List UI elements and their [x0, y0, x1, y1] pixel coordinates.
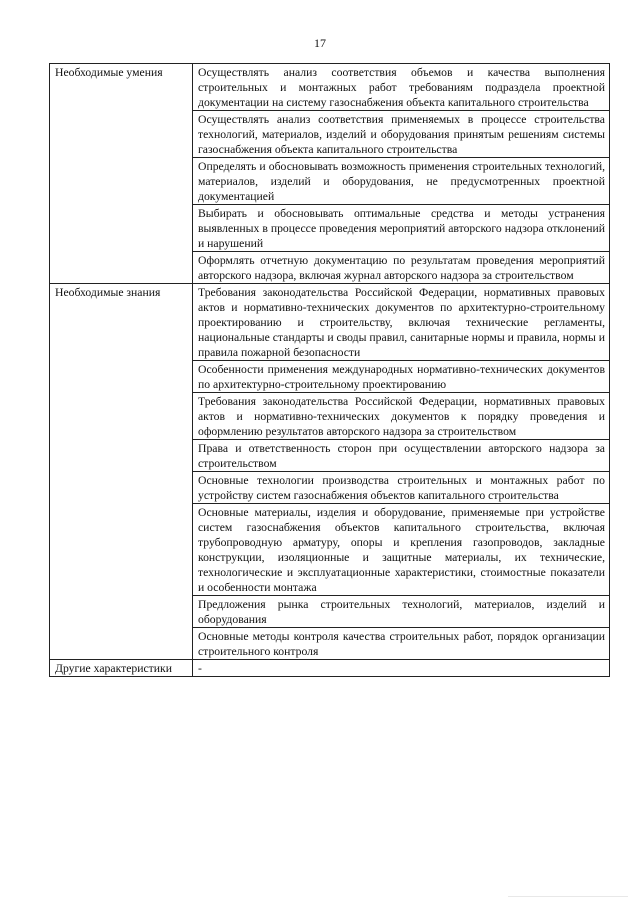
- section-label-other: Другие характеристики: [50, 660, 193, 677]
- section-label-knowledge: Необходимые знания: [50, 284, 193, 660]
- skill-item: Выбирать и обосновывать оптимальные средства и методы устранения выявленных в процессе проведения мероприятий авторского надзора отклонений и нарушений: [193, 205, 610, 252]
- skill-item: Осуществлять анализ соответствия применяемых в процессе строительства технологий, материалов, изделий и оборудования принятым решениям системы газоснабжения объекта капитального строительства: [193, 111, 610, 158]
- skill-item: Оформлять отчетную документацию по результатам проведения мероприятий авторского надзора, включая журнал авторского надзора за строительством: [193, 252, 610, 284]
- qualification-table: [49, 63, 610, 677]
- table-row: [50, 284, 610, 361]
- skill-item: Осуществлять анализ соответствия объемов и качества выполнения строительных и монтажных работ требованиям подраздела проектной документации на систему газоснабжения объекта капитального строительства: [193, 64, 610, 111]
- skill-item: Определять и обосновывать возможность применения строительных технологий, материалов, изделий и оборудования, не предусмотренных проектной документацией: [193, 158, 610, 205]
- table-body: [50, 64, 610, 677]
- knowledge-item: Основные методы контроля качества строительных работ, порядок организации строительного контроля: [193, 628, 610, 660]
- knowledge-item: Права и ответственность сторон при осуществлении авторского надзора за строительством: [193, 440, 610, 472]
- knowledge-item: Предложения рынка строительных технологий, материалов, изделий и оборудования: [193, 596, 610, 628]
- knowledge-item: Основные технологии производства строительных и монтажных работ по устройству систем газоснабжения объектов капитального строительства: [193, 472, 610, 504]
- page-number: 17: [314, 36, 326, 50]
- knowledge-item: Требования законодательства Российской Федерации, нормативных правовых актов и нормативно-технических документов по архитектурно-строительному проектированию и строительству, включая технические регламенты, национальные стандарты и своды правил, санитарные нормы и правила, нормы и правила пожарной безопасности: [193, 284, 610, 361]
- other-item: -: [193, 660, 610, 677]
- section-label-skills: Необходимые умения: [50, 64, 193, 284]
- knowledge-item: Особенности применения международных нормативно-технических документов по архитектурно-строительному проектированию: [193, 361, 610, 393]
- table-row: [50, 660, 610, 677]
- knowledge-item: Основные материалы, изделия и оборудование, применяемые при устройстве систем газоснабжения объектов капитального строительства, включая трубопроводную арматуру, опоры и крепления газопроводов, закладные конструкции, изоляционные и защитные материалы, их технические, технологические и эксплуатационные характеристики, стоимостные показатели и особенности монтажа: [193, 504, 610, 596]
- scan-artifact: [508, 896, 628, 897]
- table-row: [50, 64, 610, 111]
- knowledge-item: Требования законодательства Российской Федерации, нормативных правовых актов и нормативно-технических документов к порядку проведения и оформлению результатов авторского надзора за строительством: [193, 393, 610, 440]
